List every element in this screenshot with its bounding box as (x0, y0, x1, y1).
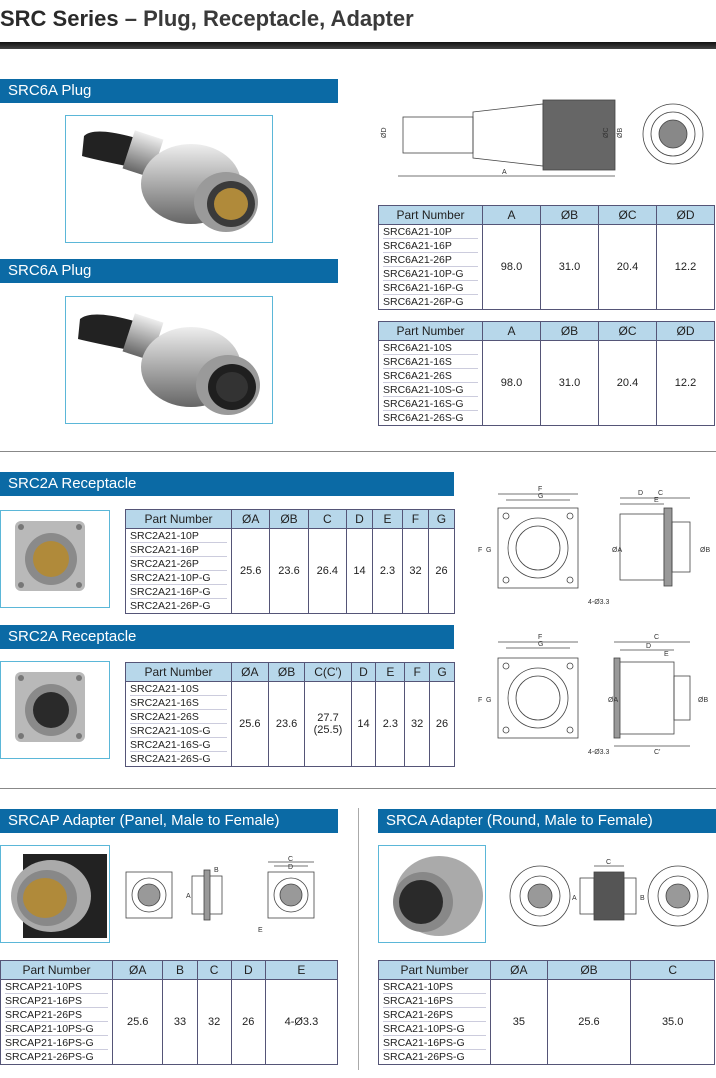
rec-s-dim-f: F (538, 634, 543, 641)
spec-value: 25.6 (232, 682, 269, 767)
page-title-main: SRC Series (0, 6, 119, 31)
rec-p-dim-e: E (654, 497, 659, 504)
col-header: ØC (599, 206, 657, 225)
col-header: A (483, 322, 541, 341)
part-number-list (379, 980, 491, 1065)
adapter-round-drawing (500, 856, 716, 936)
spec-value-c (305, 682, 351, 767)
rec-s-dim-c-prime: C′ (654, 749, 661, 756)
section-bar-rec-s: SRC2A Receptacle (0, 625, 454, 649)
adapter-panel-table (0, 960, 338, 1065)
part-number: SRC2A21-10S (130, 682, 227, 696)
plug-s-photo (65, 296, 273, 424)
rec-p-dim-d: D (638, 490, 644, 497)
spec-value: 31.0 (541, 225, 599, 310)
part-number: SRC2A21-16S-G (130, 738, 227, 752)
spec-value: 2.3 (372, 529, 402, 614)
spec-value: 20.4 (599, 341, 657, 426)
spec-value: 35.0 (631, 980, 715, 1065)
part-number: SRC6A21-26S (383, 369, 478, 383)
adapter-round-dim-b: B (640, 895, 645, 902)
part-number: SRCA21-10PS (383, 980, 486, 994)
spec-value: 14 (351, 682, 376, 767)
part-number: SRC2A21-16S (130, 696, 227, 710)
part-number: SRCAP21-10PS (5, 980, 108, 994)
col-header: E (372, 510, 402, 529)
plug-s-table (378, 321, 715, 426)
plug-dim-od: ØD (381, 127, 388, 138)
part-number-list (126, 682, 232, 767)
plug-drawing (378, 92, 716, 192)
part-number: SRC2A21-26S-G (130, 753, 211, 765)
section-bar-rec-p: SRC2A Receptacle (0, 472, 454, 496)
col-header: D (346, 510, 372, 529)
part-number: SRC6A21-10P (383, 225, 478, 239)
spec-value: 12.2 (657, 341, 715, 426)
rec-s-photo (0, 661, 110, 759)
spec-value: 26 (430, 682, 455, 767)
spec-value: 26.4 (308, 529, 346, 614)
part-number: SRCAP21-26PS-G (5, 1051, 94, 1063)
spec-value: 31.0 (541, 341, 599, 426)
spec-value: 27.7 (317, 712, 339, 724)
plug-dim-a: A (502, 169, 507, 176)
spec-value: 32 (403, 529, 429, 614)
col-header: E (265, 961, 337, 980)
part-number: SRC6A21-16S-G (383, 397, 478, 411)
col-header: F (405, 663, 430, 682)
col-header: C(C′) (305, 663, 351, 682)
title-rule (0, 42, 716, 49)
part-number: SRC2A21-10P (130, 529, 227, 543)
rec-s-drawing (470, 630, 716, 762)
spec-value: 2.3 (376, 682, 405, 767)
rec-s-dim-g-side: G (486, 697, 492, 704)
spec-value-c-alt: (25.5) (313, 724, 343, 736)
part-number: SRC6A21-26P-G (383, 296, 464, 308)
col-header: Part Number (379, 961, 491, 980)
col-header: Part Number (126, 663, 232, 682)
spec-value: 33 (163, 980, 197, 1065)
section-bar-plug-s: SRC6A Plug (0, 259, 338, 283)
part-number: SRCAP21-10PS-G (5, 1022, 108, 1036)
col-header: G (428, 510, 454, 529)
col-header: ØB (541, 322, 599, 341)
rec-p-dim-g-side: G (486, 547, 492, 554)
rec-p-dim-ob: ØB (700, 547, 711, 554)
adapter-panel-dim-c: C (288, 856, 294, 863)
rec-s-dim-holes: 4-Ø3.3 (588, 749, 610, 756)
col-header: ØD (657, 322, 715, 341)
part-number-list (1, 980, 113, 1065)
col-header: A (483, 206, 541, 225)
rec-s-dim-ob: ØB (698, 697, 709, 704)
adapter-round-table (378, 960, 715, 1065)
adapter-round-dim-a: A (572, 895, 577, 902)
part-number: SRC2A21-26P-G (130, 600, 211, 612)
col-header: C (197, 961, 231, 980)
col-header: ØA (113, 961, 163, 980)
part-number: SRCA21-16PS-G (383, 1036, 486, 1050)
col-header: ØC (599, 322, 657, 341)
rec-s-dim-f-side: F (478, 697, 483, 704)
page-title (0, 6, 414, 32)
part-number: SRC2A21-26P (130, 557, 227, 571)
part-number-list (379, 225, 483, 310)
part-number: SRC6A21-26P (383, 253, 478, 267)
adapter-panel-drawing (118, 856, 356, 936)
col-header: E (376, 663, 405, 682)
part-number: SRC6A21-16S (383, 355, 478, 369)
adapter-round-dim-c: C (606, 859, 612, 866)
part-number-list (379, 341, 483, 426)
part-number: SRC6A21-26S-G (383, 412, 464, 424)
rec-s-dim-e: E (664, 651, 669, 658)
col-header: G (430, 663, 455, 682)
spec-value: 23.6 (270, 529, 308, 614)
spec-value: 32 (405, 682, 430, 767)
col-header: Part Number (379, 206, 483, 225)
plug-dim-ob: ØB (617, 127, 624, 138)
spec-value: 23.6 (268, 682, 305, 767)
col-header: F (403, 510, 429, 529)
rec-s-dim-d: D (646, 643, 652, 650)
rec-p-dim-g: G (538, 493, 544, 500)
part-number: SRCA21-26PS-G (383, 1051, 465, 1063)
rec-p-table (125, 509, 455, 614)
section-divider (0, 451, 716, 452)
part-number: SRCAP21-16PS (5, 994, 108, 1008)
part-number: SRCAP21-26PS (5, 1008, 108, 1022)
adapter-panel-dim-d: D (288, 864, 294, 871)
rec-s-dim-c: C (654, 634, 660, 641)
col-header: ØA (491, 961, 548, 980)
part-number: SRCAP21-16PS-G (5, 1036, 108, 1050)
adapter-round-photo (378, 845, 486, 943)
rec-s-dim-g: G (538, 641, 544, 648)
plug-dim-oc: ØC (603, 127, 610, 138)
adapter-panel-photo (0, 845, 110, 943)
part-number: SRCA21-10PS-G (383, 1022, 486, 1036)
rec-p-dim-f-side: F (478, 547, 483, 554)
spec-value: 25.6 (232, 529, 270, 614)
part-number: SRC2A21-26S (130, 710, 227, 724)
col-header: Part Number (379, 322, 483, 341)
section-divider (0, 788, 716, 789)
spec-value: 26 (428, 529, 454, 614)
rec-p-dim-holes: 4-Ø3.3 (588, 599, 610, 606)
part-number: SRCA21-16PS (383, 994, 486, 1008)
part-number: SRC2A21-16P-G (130, 585, 227, 599)
col-header: Part Number (1, 961, 113, 980)
part-number: SRC6A21-10S (383, 341, 478, 355)
section-bar-adapter-round: SRCA Adapter (Round, Male to Female) (378, 809, 716, 833)
part-number: SRC2A21-10P-G (130, 571, 227, 585)
col-header: Part Number (126, 510, 232, 529)
col-header: ØB (270, 510, 308, 529)
part-number: SRC6A21-10P-G (383, 267, 478, 281)
col-header: ØB (541, 206, 599, 225)
rec-p-dim-f: F (538, 486, 543, 493)
spec-value: 26 (231, 980, 265, 1065)
part-number-list (126, 529, 232, 614)
page-title-sub: – Plug, Receptacle, Adapter (118, 6, 414, 31)
part-number: SRC6A21-10S-G (383, 383, 478, 397)
section-bar-adapter-panel: SRCAP Adapter (Panel, Male to Female) (0, 809, 338, 833)
spec-value: 25.6 (547, 980, 631, 1065)
rec-p-photo (0, 510, 110, 608)
part-number: SRC2A21-10S-G (130, 724, 227, 738)
plug-p-table (378, 205, 715, 310)
rec-p-dim-c: C (658, 490, 664, 497)
part-number: SRC2A21-16P (130, 543, 227, 557)
rec-p-dim-oa: ØA (612, 547, 623, 554)
col-header: B (163, 961, 197, 980)
spec-value: 12.2 (657, 225, 715, 310)
plug-p-photo (65, 115, 273, 243)
section-bar-plug-p: SRC6A Plug (0, 79, 338, 103)
rec-s-table (125, 662, 455, 767)
col-header: ØB (547, 961, 631, 980)
column-divider (358, 808, 359, 1070)
col-header: D (351, 663, 376, 682)
adapter-panel-dim-a: A (186, 893, 191, 900)
rec-p-drawing (470, 478, 716, 610)
part-number: SRC6A21-16P-G (383, 281, 478, 295)
col-header: ØA (232, 510, 270, 529)
col-header: C (631, 961, 715, 980)
spec-value: 35 (491, 980, 548, 1065)
spec-value: 25.6 (113, 980, 163, 1065)
col-header: ØB (268, 663, 305, 682)
spec-value: 4-Ø3.3 (265, 980, 337, 1065)
spec-value: 98.0 (483, 341, 541, 426)
col-header: D (231, 961, 265, 980)
col-header: ØA (232, 663, 269, 682)
col-header: C (308, 510, 346, 529)
part-number: SRCA21-26PS (383, 1008, 486, 1022)
adapter-panel-dim-b: B (214, 867, 219, 874)
adapter-panel-dim-e: E (258, 927, 263, 934)
col-header: ØD (657, 206, 715, 225)
spec-value: 14 (346, 529, 372, 614)
spec-value: 32 (197, 980, 231, 1065)
rec-s-dim-oa: ØA (608, 697, 619, 704)
spec-value: 20.4 (599, 225, 657, 310)
spec-value: 98.0 (483, 225, 541, 310)
part-number: SRC6A21-16P (383, 239, 478, 253)
